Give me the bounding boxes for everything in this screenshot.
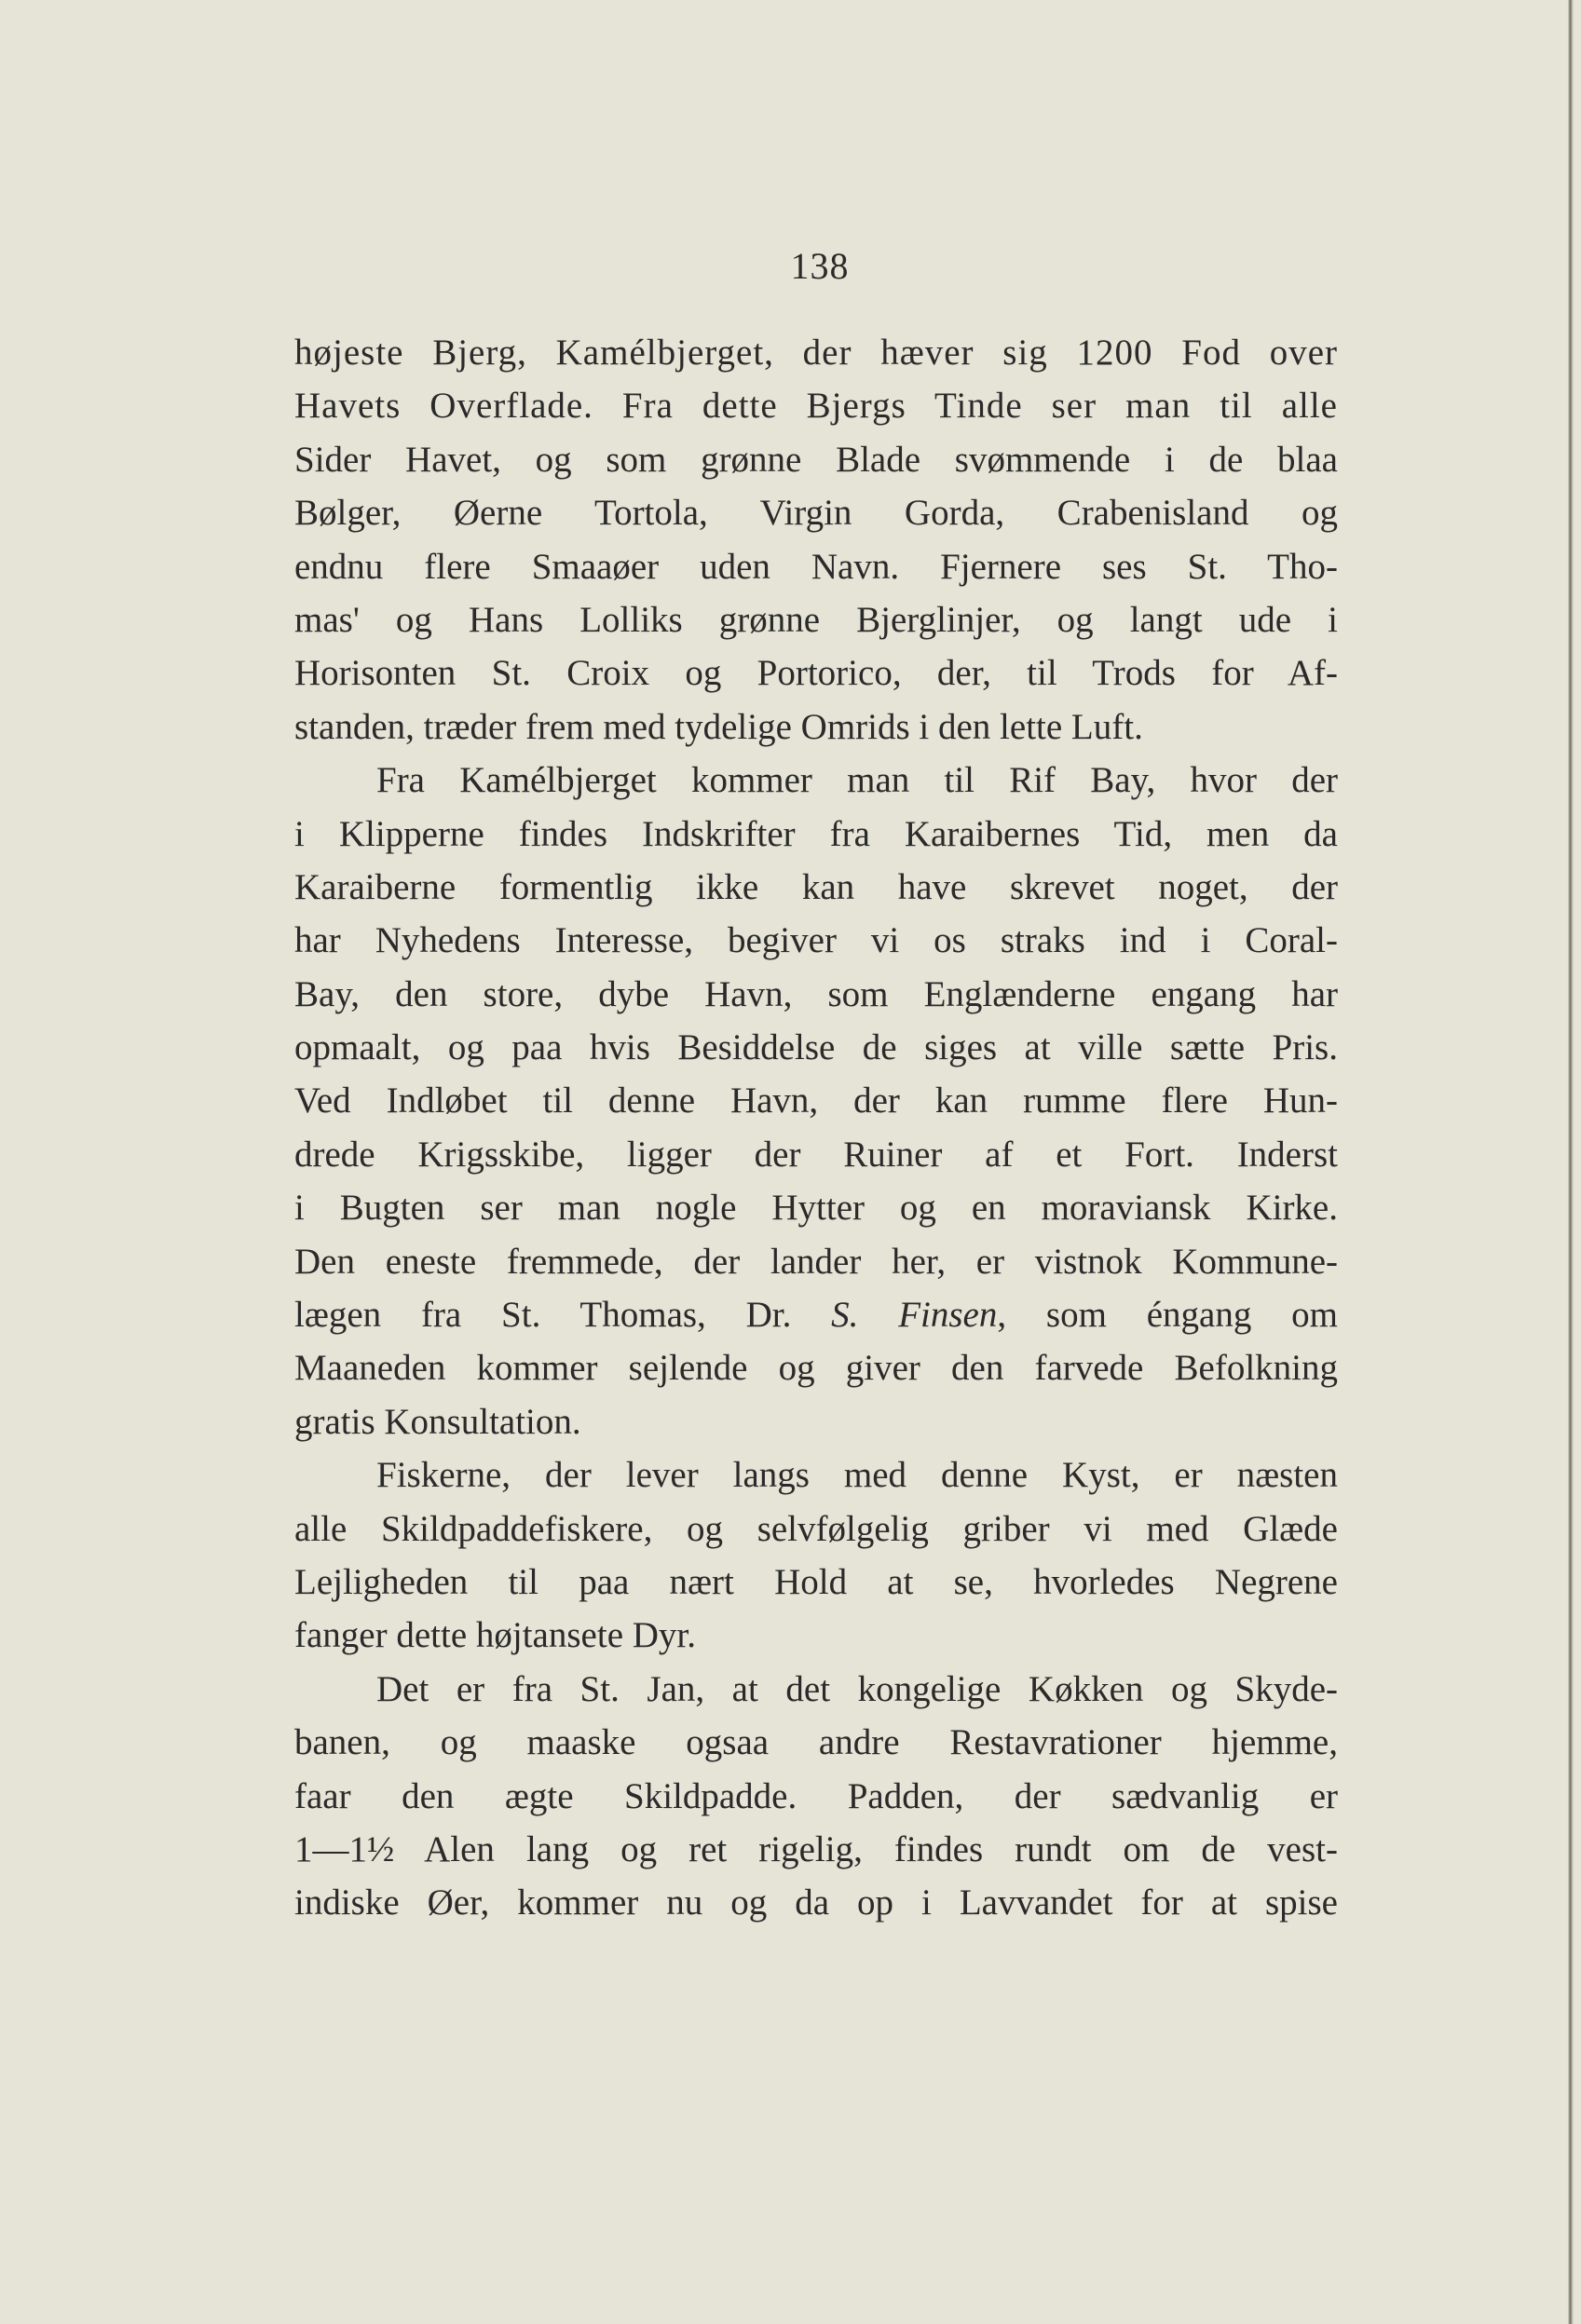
text-line: Fiskerne, der lever langs med denne Kyst, er næsten (376, 1455, 1338, 1496)
author-name: S. Finsen (831, 1295, 998, 1336)
text-line: alle Skildpaddefiskere, og selvfølgelig griber vi med Glæde (294, 1508, 1338, 1549)
text-line: har Nyhedens Interesse, begiver vi os straks ind i Coral- (294, 920, 1338, 961)
text-line: fanger dette højtansete Dyr. (294, 1615, 696, 1656)
text-line (294, 1288, 1338, 1341)
text-line: mas' og Hans Lolliks grønne Bjerglinjer, og langt ude i (294, 599, 1338, 640)
page-number: 138 (790, 245, 850, 287)
text-line: indiske Øer, kommer nu og da op i Lavvandet for at spise (294, 1882, 1338, 1923)
text-line: faar den ægte Skildpadde. Padden, der sædvanlig er (294, 1775, 1338, 1816)
text-line: Havets Overflade. Fra dette Bjergs Tinde ser man til alle (294, 386, 1338, 427)
text-line: Bølger, Øerne Tortola, Virgin Gorda, Crabenisland og (294, 493, 1338, 534)
text-line: i Bugten ser man nogle Hytter og en moraviansk Kirke. (294, 1188, 1338, 1229)
text-segment: , som éngang om (997, 1295, 1338, 1336)
text-line: i Klipperne findes Indskrifter fra Karaibernes Tid, men da (294, 813, 1338, 854)
body-text (294, 326, 1338, 1930)
text-line: Den eneste fremmede, der lander her, er vistnok Kommune- (294, 1241, 1338, 1282)
text-line: Lejligheden til paa nært Hold at se, hvorledes Negrene (294, 1561, 1338, 1602)
text-line: Horisonten St. Croix og Portorico, der, til Trods for Af- (294, 653, 1338, 694)
text-line: 1—1½ Alen lang og ret rigelig, findes rundt om de vest- (294, 1828, 1338, 1869)
text-line: Sider Havet, og som grønne Blade svømmende i de blaa (294, 439, 1338, 480)
text-line: drede Krigsskibe, ligger der Ruiner af et Fort. Inderst (294, 1134, 1338, 1175)
text-line: Fra Kamélbjerget kommer man til Rif Bay, hvor der (376, 760, 1338, 801)
text-line: endnu flere Smaaøer uden Navn. Fjernere ses St. Tho- (294, 546, 1338, 587)
text-line: Bay, den store, dybe Havn, som Englænderne engang har (294, 973, 1338, 1014)
text-line: Karaiberne formentlig ikke kan have skrevet noget, der (294, 866, 1338, 907)
text-line: banen, og maaske ogsaa andre Restavrationer hjemme, (294, 1722, 1338, 1763)
text-line: Maaneden kommer sejlende og giver den farvede Befolkning (294, 1348, 1338, 1389)
page-edge-shadow (1568, 0, 1574, 2324)
text-segment: lægen fra St. Thomas, Dr. (294, 1295, 832, 1336)
text-line: Det er fra St. Jan, at det kongelige Køkken og Skyde- (376, 1668, 1338, 1709)
text-line: Ved Indløbet til denne Havn, der kan rumme flere Hun- (294, 1080, 1338, 1121)
text-line: standen, træder frem med tydelige Omrids i den lette Luft. (294, 706, 1143, 747)
text-line: højeste Bjerg, Kamélbjerget, der hæver sig 1200 Fod over (294, 333, 1338, 373)
text-line: gratis Konsultation. (294, 1401, 581, 1442)
text-line: opmaalt, og paa hvis Besiddelse de siges at ville sætte Pris. (294, 1027, 1338, 1068)
